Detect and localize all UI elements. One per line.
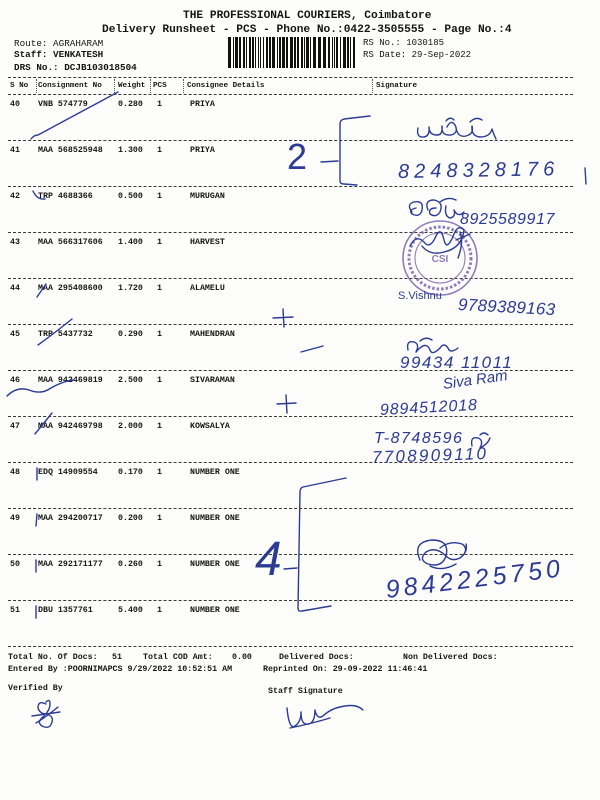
stamp-center-text: CSI [431,254,449,265]
total-docs-label: Total No. Of Docs: [8,653,98,662]
barcode-bar [263,37,264,68]
cell-consignee-details: NUMBER ONE [190,514,240,523]
barcode-bar [340,37,341,68]
cell-consignee-details: MAHENDRAN [190,330,235,339]
barcode-bar [277,37,278,68]
cell-consignee-details: HARVEST [190,238,225,247]
cell-consignee-details: ALAMELU [190,284,225,293]
cell-consignment-no: MAA 295408600 [38,284,103,293]
cell-pcs: 1 [157,330,162,339]
cell-consignment-no: MAA 942469819 [38,376,103,385]
reprinted-on: Reprinted On: 29-09-2022 11:46:41 [263,665,428,674]
cell-pcs: 1 [157,238,162,247]
cell-pcs: 1 [157,192,162,201]
cell-consignee-details: NUMBER ONE [190,606,240,615]
cell-weight: 2.000 [118,422,143,431]
cell-consignee-details: PRIYA [190,146,215,155]
cell-consignment-no: MAA 294200717 [38,514,103,523]
cell-consignee-details: NUMBER ONE [190,468,240,477]
staff-label: Staff: VENKATESH [14,49,104,60]
cell-consignment-no: DBU 1357761 [38,606,93,615]
column-header-pcs: PCS [153,82,167,90]
route-label: Route: AGRAHARAM [14,38,104,49]
cell-pcs: 1 [157,100,162,109]
handwritten-name-row-44: S.Vishnu [398,290,442,302]
handwritten-count-bottom: 4 [255,533,282,586]
barcode-bar [336,37,338,68]
verified-by-signature [32,700,60,727]
cell-s-no: 44 [10,284,20,293]
handwritten-phone-row-41: 8248328176 [397,158,560,183]
barcode-bar [258,37,259,68]
cell-weight: 5.400 [118,606,143,615]
cell-weight: 0.290 [118,330,143,339]
table-row [8,95,573,141]
cell-weight: 1.720 [118,284,143,293]
cell-s-no: 45 [10,330,20,339]
delivered-docs-label: Delivered Docs: [279,653,354,662]
column-divider [150,79,151,93]
handwritten-name-row-46: Siva Ram [441,367,509,393]
cell-consignee-details: NUMBER ONE [190,560,240,569]
cell-consignment-no: TRP 5437732 [38,330,93,339]
column-divider [183,79,184,93]
handwritten-phone-row-44: 9789389163 [457,295,556,320]
column-header-s-no: S No [10,82,29,90]
barcode-bar [294,37,296,68]
total-docs-value: 51 [112,653,122,662]
table-header [8,77,573,95]
staff-signature-label: Staff Signature [268,687,343,696]
barcode-bar [282,37,285,68]
cell-consignment-no: MAA 942469798 [38,422,103,431]
table-row [8,509,573,555]
barcode-bar [332,37,333,68]
drs-number: DRS No.: DCJB103018504 [14,62,137,73]
barcode-bar [228,37,231,68]
cell-s-no: 49 [10,514,20,523]
barcode-bar [252,37,254,68]
cell-s-no: 51 [10,606,20,615]
cell-consignee-details: MURUGAN [190,192,225,201]
barcode [228,37,356,68]
cell-pcs: 1 [157,560,162,569]
cell-s-no: 48 [10,468,20,477]
cell-weight: 0.170 [118,468,143,477]
table-row [8,463,573,509]
barcode-bar [235,37,238,68]
staff-signature [287,706,363,729]
barcode-bar [347,37,349,68]
barcode-bar [306,37,309,68]
barcode-bar [318,37,321,68]
handwritten-phone-row-47-first: T-8748596 [374,430,464,447]
cell-s-no: 46 [10,376,20,385]
barcode-bar [239,37,241,68]
column-divider [372,79,373,93]
column-header-weight: Weight [118,82,146,90]
cell-pcs: 1 [157,514,162,523]
table-row [8,233,573,279]
handwritten-phone-row-46: 9894512018 [379,396,479,419]
barcode-bar [297,37,299,68]
cell-pcs: 1 [157,146,162,155]
barcode-bar [313,37,316,68]
barcode-bar [269,37,271,68]
barcode-bar [301,37,303,68]
cell-weight: 0.280 [118,100,143,109]
cell-pcs: 1 [157,284,162,293]
entered-by: Entered By :POORNIMAPCS 9/29/2022 10:52:51 AM [8,665,233,674]
cell-s-no: 43 [10,238,20,247]
cell-s-no: 42 [10,192,20,201]
barcode-bar [290,37,293,68]
cell-consignment-no: TRP 4688366 [38,192,93,201]
handwritten-phone-bottom: 9842225750 [384,554,566,604]
barcode-bar [334,37,335,68]
cell-weight: 0.200 [118,514,143,523]
cell-weight: 2.500 [118,376,143,385]
cell-consignee-details: PRIYA [190,100,215,109]
barcode-bar [353,37,355,68]
cell-s-no: 50 [10,560,20,569]
table-row [8,601,573,647]
column-divider [114,79,115,93]
barcode-bar [304,37,305,68]
stray-mark [585,168,586,184]
cell-consignee-details: SIVARAMAN [190,376,235,385]
barcode-bar [350,37,351,68]
cell-weight: 1.400 [118,238,143,247]
cell-consignment-no: MAA 568525948 [38,146,103,155]
barcode-bar [328,37,330,68]
barcode-bar [286,37,288,68]
barcode-bar [246,37,247,68]
cell-pcs: 1 [157,468,162,477]
cell-weight: 0.500 [118,192,143,201]
cell-s-no: 41 [10,146,20,155]
verified-by-label: Verified By [8,684,63,693]
cell-weight: 1.300 [118,146,143,155]
column-header-consignment-no: Consignment No [38,82,102,90]
company-title: THE PROFESSIONAL COURIERS, Coimbatore [183,10,432,22]
cell-consignee-details: KOWSALYA [190,422,230,431]
cell-pcs: 1 [157,606,162,615]
handwritten-phone-row-42: 8925589917 [460,211,555,228]
cell-s-no: 47 [10,422,20,431]
handwritten-count-top: 2 [287,136,308,177]
cell-s-no: 40 [10,100,20,109]
barcode-bar [243,37,245,68]
barcode-bar [272,37,275,68]
handwritten-phone-row-45: 99434 11011 [400,353,514,372]
cell-pcs: 1 [157,376,162,385]
cell-pcs: 1 [157,422,162,431]
non-delivered-docs-label: Non Delivered Docs: [403,653,498,662]
column-header-signature: Signature [376,82,418,90]
barcode-bar [279,37,281,68]
column-divider [36,79,37,93]
cell-consignment-no: MAA 566317606 [38,238,103,247]
barcode-bar [255,37,256,68]
rs-number: RS No.: 1030185 [363,38,445,48]
barcode-bar [323,37,326,68]
column-header-consignee-details: Consignee Details [187,82,265,90]
rs-date: RS Date: 29-Sep-2022 [363,50,472,60]
runsheet-subtitle: Delivery Runsheet - PCS - Phone No.:0422-3505555 - Page No.:4 [102,24,512,36]
handwritten-phone-row-47-second: 7708909110 [371,443,489,467]
cell-weight: 0.260 [118,560,143,569]
barcode-bar [249,37,251,68]
cell-consignment-no: EDQ 14909554 [38,468,98,477]
barcode-bar [310,37,311,68]
cell-consignment-no: VNB 574779 [38,100,88,109]
barcode-bar [266,37,268,68]
total-cod-label: Total COD Amt: [143,653,213,662]
barcode-bar [343,37,346,68]
total-cod-value: 0.00 [232,653,252,662]
barcode-bar [260,37,261,68]
cell-consignment-no: MAA 292171177 [38,560,103,569]
barcode-bar [233,37,234,68]
